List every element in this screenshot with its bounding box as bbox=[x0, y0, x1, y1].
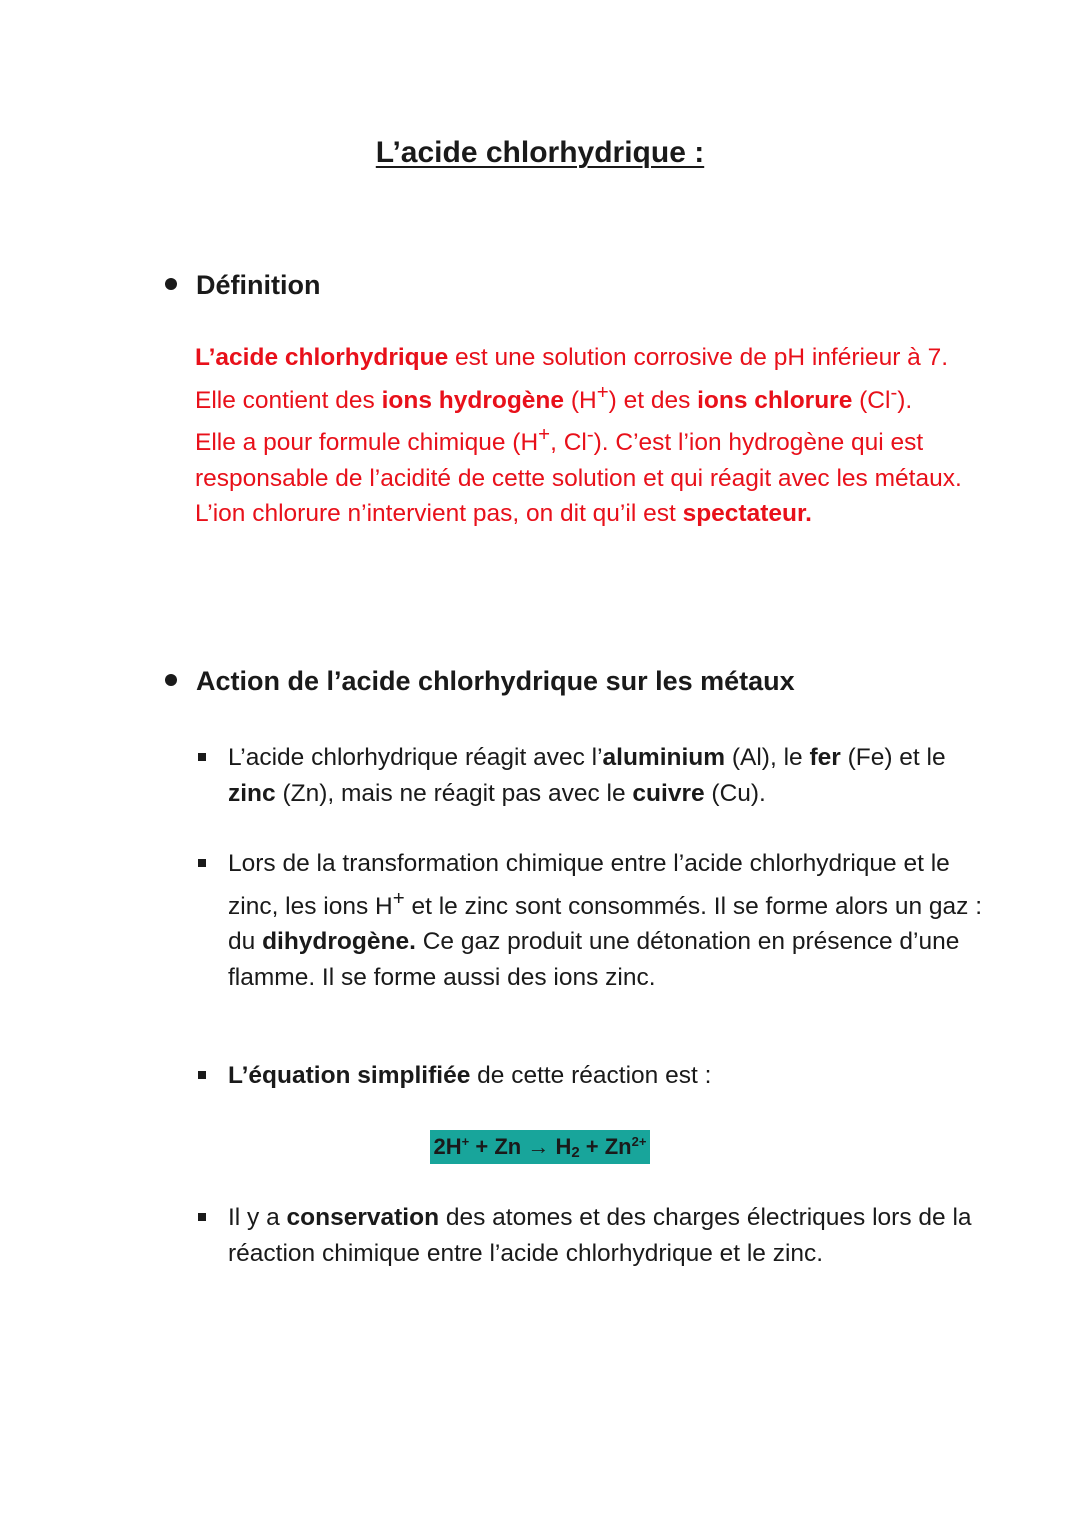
section-heading-action: Action de l’acide chlorhydrique sur les métaux bbox=[165, 663, 795, 699]
definition-paragraph bbox=[195, 340, 975, 532]
square-bullet-icon bbox=[198, 753, 206, 761]
square-bullet-icon bbox=[198, 1071, 206, 1079]
list-item: Il y a conservation des atomes et des charges électriques lors de la réaction chimique entre l’acide chlorhydrique et le zinc. bbox=[198, 1200, 988, 1271]
chemical-equation: $2H^+ + Zn \to H_2 + Zn^{2+}$ bbox=[430, 1130, 651, 1164]
section-heading-definition: Définition bbox=[165, 267, 320, 303]
equation-container bbox=[0, 1130, 1080, 1164]
list-item: Lors de la transformation chimique entre l’acide chlorhydrique et le zinc, les ions H+ et le zinc sont consommés. Il se forme alors un gaz : du dihydrogène. Ce gaz produit une détonation en présence d’une flamme. Il se forme aussi des ions zinc. bbox=[198, 846, 988, 995]
definition-line-2: Elle contient des ions hydrogène (H+) et des ions chlorure (Cl-). bbox=[195, 381, 913, 414]
definition-line-1: L’acide chlorhydrique est une solution corrosive de pH inférieur à 7. bbox=[195, 344, 949, 371]
list-item: L’équation simplifiée de cette réaction est : bbox=[198, 1058, 988, 1094]
square-bullet-icon bbox=[198, 1213, 206, 1221]
arrow-right-icon: → bbox=[527, 1134, 550, 1159]
square-bullet-icon bbox=[198, 859, 206, 867]
page-title: L’acide chlorhydrique : bbox=[375, 136, 705, 169]
list-item: L’acide chlorhydrique réagit avec l’aluminium (Al), le fer (Fe) et le zinc (Zn), mais ne réagit pas avec le cuivre (Cu). bbox=[198, 740, 988, 811]
bullet-dot-icon bbox=[165, 278, 177, 290]
definition-line-3: Elle a pour formule chimique (H+, Cl-). C’est l’ion hydrogène qui est responsable de l’acidité de cette solution et qui réagit avec les métaux. L’ion chlorure n’intervient pas, on dit qu’il est spectateur. bbox=[195, 424, 962, 528]
bullet-dot-icon bbox=[165, 674, 177, 686]
